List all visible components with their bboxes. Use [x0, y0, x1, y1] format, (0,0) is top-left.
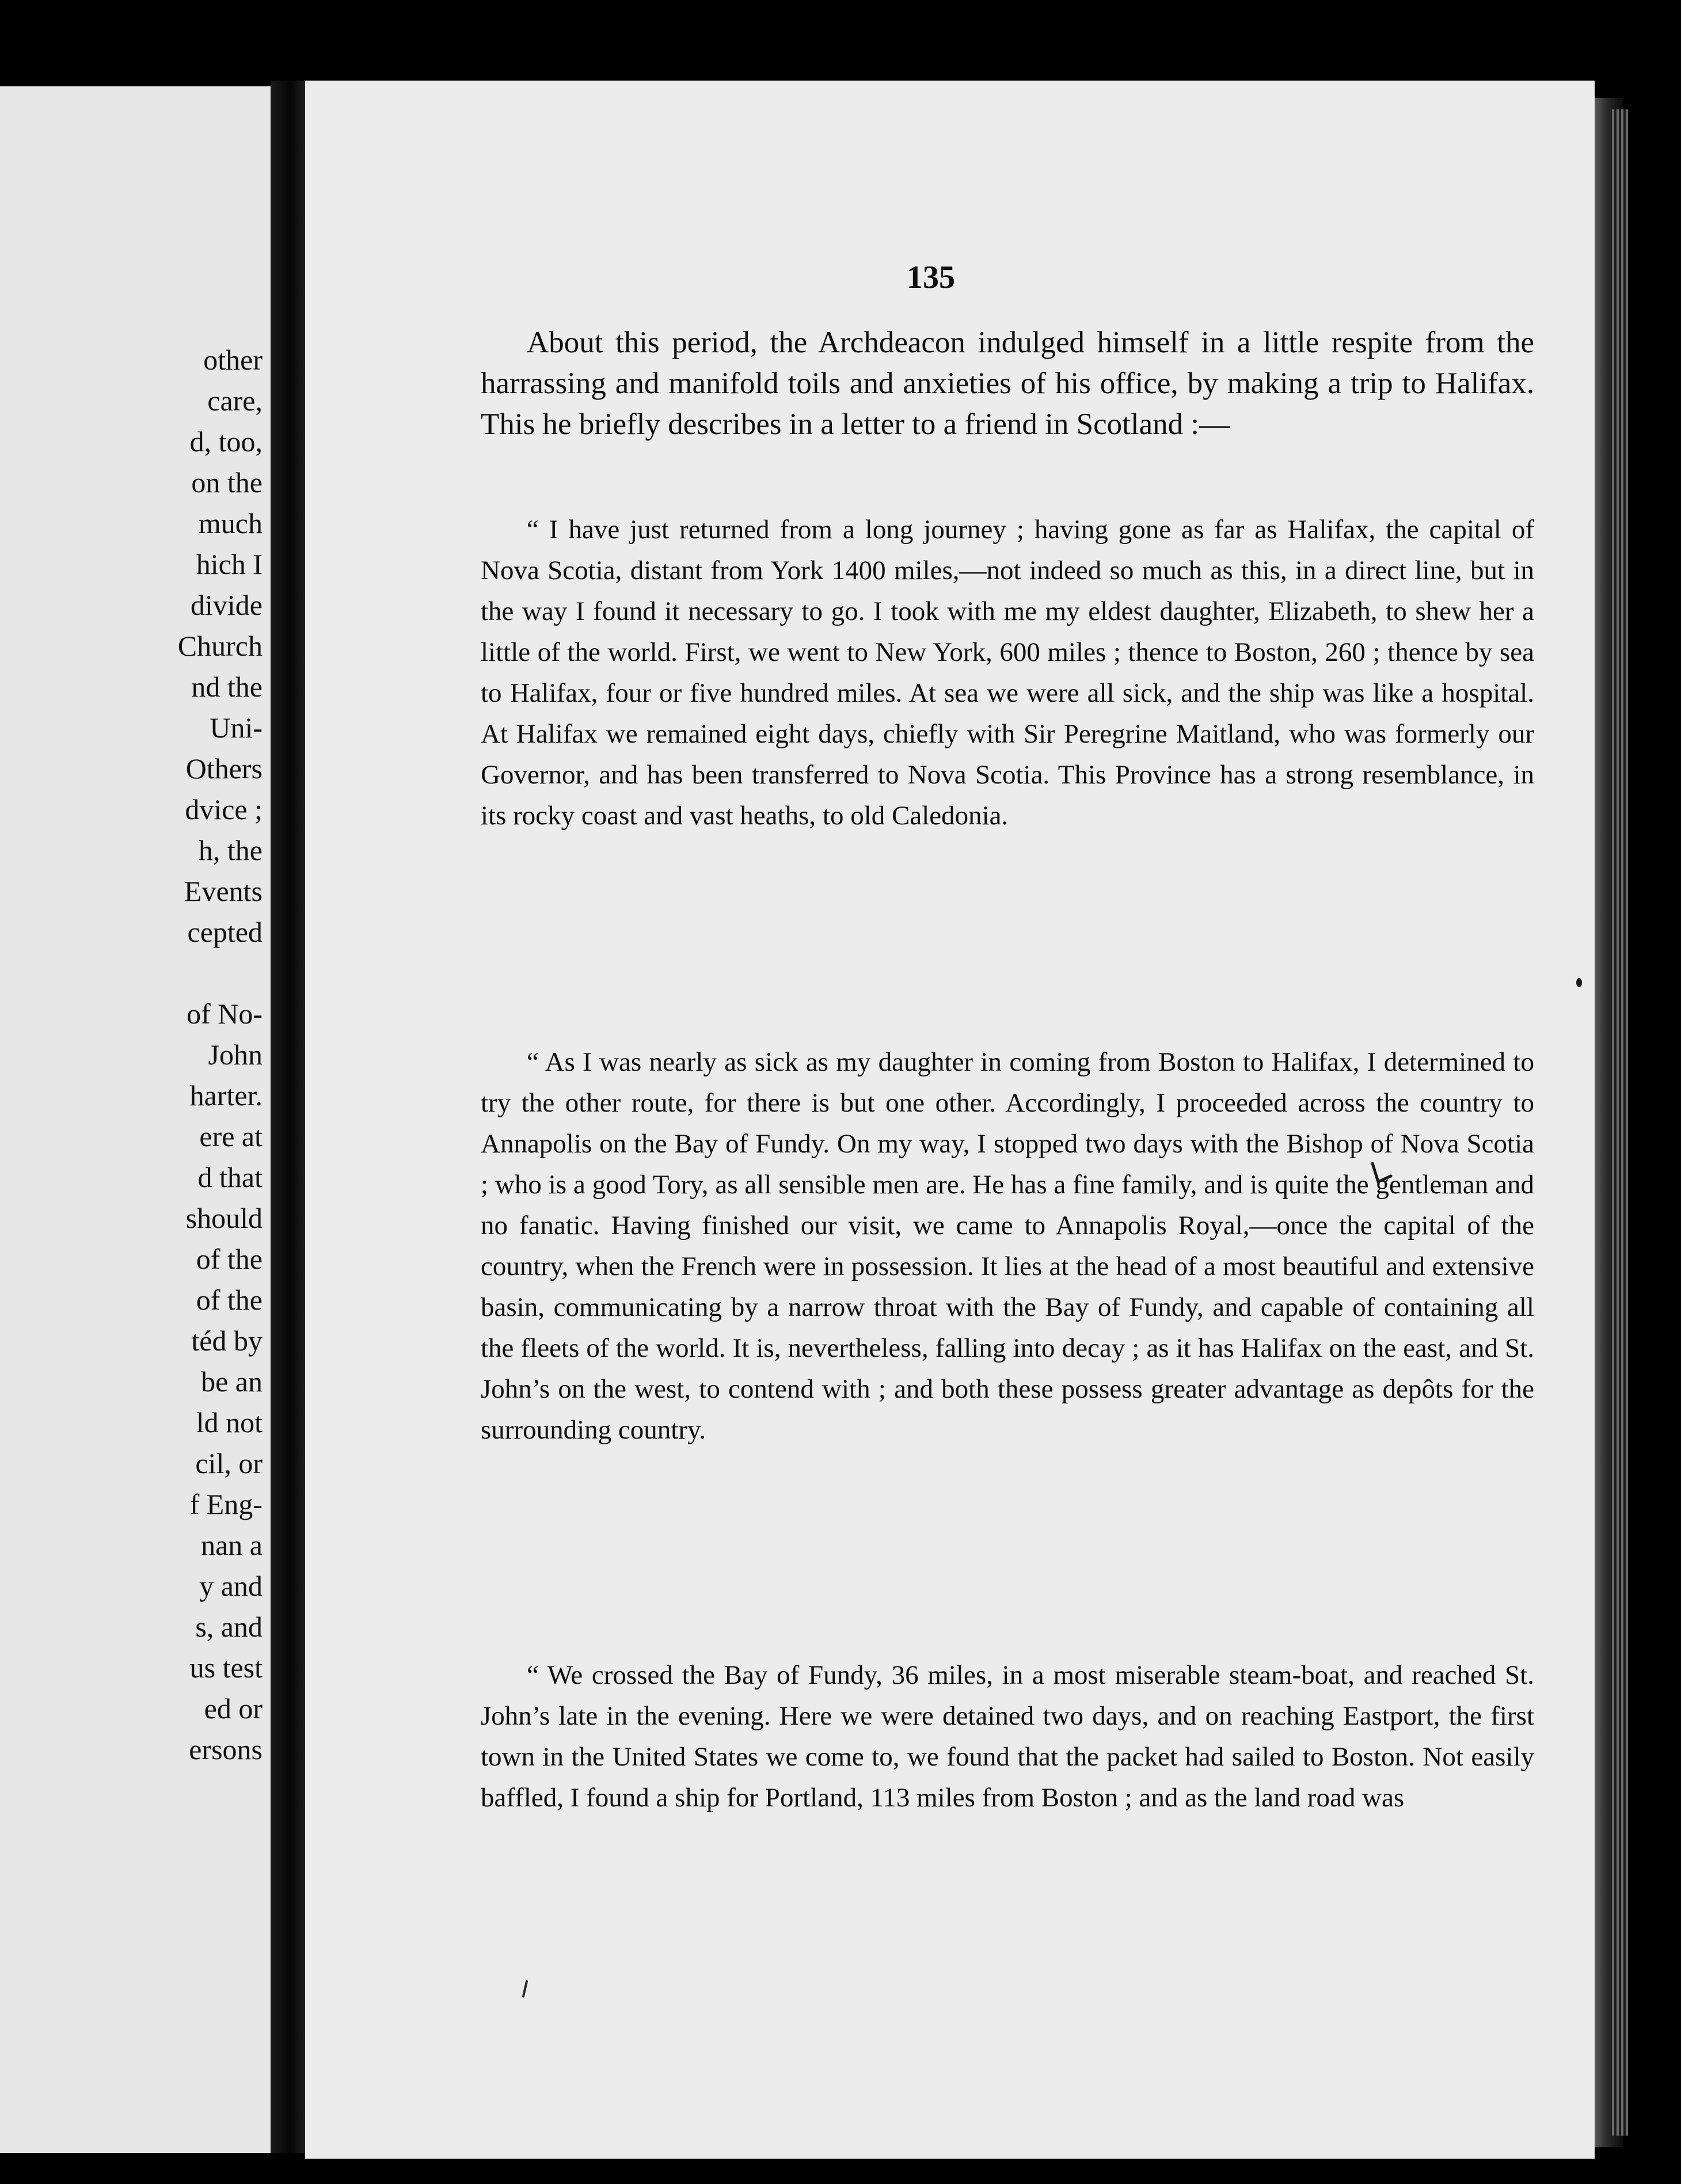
left-page-line: care,	[207, 385, 263, 417]
left-page-line: s, and	[195, 1611, 263, 1643]
left-page-line: much	[198, 507, 263, 539]
left-page-line: ere at	[199, 1120, 263, 1152]
left-page-line: Uni-	[210, 711, 263, 744]
left-page-line: y and	[199, 1570, 263, 1602]
intro-paragraph	[481, 322, 1534, 445]
left-page-line: on the	[191, 466, 263, 499]
left-page-text	[32, 340, 263, 1770]
page-number: 135	[907, 260, 955, 295]
page-edges	[1612, 109, 1628, 2136]
left-page-line: ed or	[204, 1692, 263, 1725]
left-page-line: divide	[191, 589, 263, 621]
left-page-fragment	[0, 86, 271, 2153]
left-page-line: be an	[201, 1365, 263, 1398]
right-page	[305, 81, 1595, 2159]
left-page-line: hich I	[196, 548, 263, 580]
left-page-line: d that	[197, 1161, 263, 1193]
margin-dot-mark	[1574, 976, 1584, 990]
left-page-line: Others	[185, 752, 263, 785]
left-page-line: of No-	[187, 998, 263, 1030]
left-page-line: Church	[177, 630, 263, 662]
left-page-line: h, the	[198, 834, 263, 866]
left-page-line: of the	[196, 1284, 263, 1316]
left-page-line: harter.	[189, 1079, 263, 1112]
left-page-line: ersons	[189, 1733, 263, 1766]
left-page-line: of the	[196, 1243, 263, 1275]
quote-paragraph-3-text: “ We crossed the Bay of Fundy, 36 miles, in a most miserable steam-boat, and reached St. John’s late in the evening. Here we were detained two days, and on reaching Eastport, the first town in the United States we come to, we found that the packet had sailed to Boston. Not easily baffled, I found a ship for Portland, 113 miles from Boston ; and as the land road was	[481, 1660, 1534, 1813]
left-page-line: Events	[184, 875, 263, 907]
left-page-line: d, too,	[189, 425, 263, 458]
left-page-line	[32, 953, 263, 994]
bottom-pencil-mark	[521, 1980, 529, 1997]
left-page-line: us test	[189, 1652, 263, 1684]
left-page-line: should	[185, 1202, 263, 1234]
quote-paragraph-1-text: “ I have just returned from a long journey ; having gone as far as Halifax, the capital of Nova Scotia, distant from York 1400 miles,—not indeed so much as this, in a direct line, but in the way I found it necessary to go. I took with me my eldest daughter, Elizabeth, to shew her a little of the world. First, we went to New York, 600 miles ; thence to Boston, 260 ; thence by sea to Halifax, four or five hundred miles. At sea we were all sick, and the ship was like a hospital. At Halifax we remained eight days, chiefly with Sir Peregrine Maitland, who was formerly our Governor, and has been transferred to Nova Scotia. This Province has a strong resemblance, in its rocky coast and vast heaths, to old Caledonia.	[481, 515, 1534, 831]
quote-paragraph-2-text: “ As I was nearly as sick as my daughter in coming from Boston to Halifax, I determined to try the other route, for there is but one other. Accordingly, I proceeded across the country to Annapolis on the Bay of Fundy. On my way, I stopped two days with the Bishop of Nova Scotia ; who is a good Tory, as all sensible men are. He has a fine family, and is quite the gentleman and no fanatic. Having finished our visit, we came to Annapolis Royal,—once the capital of the country, when the French were in possession. It lies at the head of a most beautiful and extensive basin, communicating by a narrow throat with the Bay of Fundy, and capable of containing all the fleets of the world. It is, nevertheless, falling into decay ; as it has Halifax on the east, and St. John’s on the west, to contend with ; and both these possess greater advantage as depôts for the surrounding country.	[481, 1047, 1534, 1445]
left-page-line: nan a	[201, 1529, 263, 1561]
left-page-line: téd by	[191, 1325, 263, 1357]
margin-pencil-mark	[1370, 1160, 1393, 1189]
left-page-line: nd the	[191, 671, 263, 703]
quote-paragraph-3	[481, 1655, 1534, 1818]
left-page-line: other	[203, 344, 263, 376]
left-page-line: dvice ;	[185, 793, 263, 825]
left-page-line: ld not	[196, 1406, 263, 1439]
quote-paragraph-2	[481, 1042, 1534, 1451]
left-page-line: cepted	[187, 916, 263, 948]
quote-paragraph-1	[481, 509, 1534, 836]
left-page-line: f Eng-	[189, 1488, 263, 1520]
left-page-line: cil, or	[195, 1447, 263, 1479]
left-page-line: John	[208, 1038, 263, 1071]
intro-paragraph-text: About this period, the Archdeacon indulged himself in a little respite from the harrassing and manifold toils and anxieties of his office, by making a trip to Halifax. This he briefly describes in a letter to a friend in Scotland :—	[481, 326, 1534, 441]
